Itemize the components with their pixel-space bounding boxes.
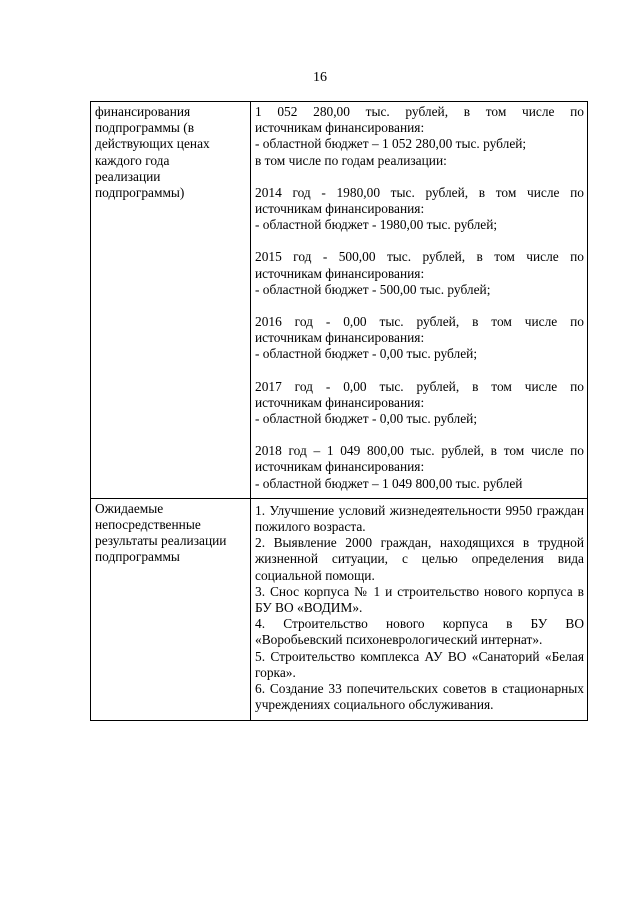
text-line: 1 052 280,00 тыс. рублей, в том числе по: [255, 104, 584, 119]
text-line: 2015 год - 500,00 тыс. рублей, в том числе по: [255, 249, 584, 265]
text-line: 2017 год - 0,00 тыс. рублей, в том числе по: [255, 378, 584, 394]
label-line: подпрограммы): [95, 185, 185, 201]
financing-total: [255, 104, 584, 169]
text-line: 2014 год - 1980,00 тыс. рублей, в том числе по: [255, 184, 584, 200]
label-line: непосредственные: [95, 517, 201, 533]
result-item: 1. Улучшение условий жизнедеятельности 9950 граждан пожилого возраста.: [255, 502, 584, 535]
row-label-results: [91, 498, 251, 720]
page-number: 16: [313, 70, 327, 85]
label-line: реализации: [95, 168, 161, 184]
financing-content: [251, 102, 588, 499]
label-line: подпрограммы: [95, 549, 180, 565]
financing-year-2018: [255, 443, 584, 492]
text-line: 2016 год - 0,00 тыс. рублей, в том числе по: [255, 314, 584, 330]
text-line: источникам финансирования:: [255, 265, 425, 281]
label-line: результаты реализации: [95, 533, 227, 549]
text-line: в том числе по годам реализации:: [255, 152, 447, 168]
table-row-results: [91, 498, 588, 720]
result-item: 2. Выявление 2000 граждан, находящихся в трудной жизненной ситуации, с целью определения вида социальной помощи.: [255, 535, 584, 583]
table-row-financing: [91, 102, 588, 499]
text-line: источникам финансирования:: [255, 120, 425, 136]
result-item: 6. Создание 33 попечительских советов в стационарных учреждениях социального обслуживания.: [255, 681, 584, 713]
financing-year-2015: [255, 249, 584, 298]
text-line: - областной бюджет - 1980,00 тыс. рублей;: [255, 217, 498, 233]
text-line: источникам финансирования:: [255, 330, 425, 346]
financing-year-2017: [255, 379, 584, 428]
text-line: источникам финансирования:: [255, 201, 425, 217]
text-line: - областной бюджет – 1 052 280,00 тыс. рублей;: [255, 136, 527, 152]
text-line: источникам финансирования:: [255, 394, 425, 410]
financing-year-2016: [255, 314, 584, 363]
text-line: 2018 год – 1 049 800,00 тыс. рублей, в том числе по: [255, 443, 584, 459]
label-line: действующих ценах: [95, 136, 210, 152]
row-label-financing: [91, 102, 251, 499]
text-line: источникам финансирования:: [255, 459, 425, 475]
text-line: - областной бюджет - 0,00 тыс. рублей;: [255, 346, 478, 362]
text-line: - областной бюджет - 500,00 тыс. рублей;: [255, 281, 491, 297]
text-line: - областной бюджет - 0,00 тыс. рублей;: [255, 411, 478, 427]
label-line: подпрограммы (в: [95, 120, 195, 136]
result-item: 3. Снос корпуса № 1 и строительство нового корпуса в БУ ВО «ВОДИМ».: [255, 583, 584, 616]
label-line: финансирования: [95, 104, 191, 119]
financing-year-2014: [255, 185, 584, 234]
result-item: 5. Строительство комплекса АУ ВО «Санаторий «Белая горка».: [255, 648, 584, 680]
text-line: - областной бюджет – 1 049 800,00 тыс. рублей: [255, 475, 523, 491]
passport-table: [90, 101, 588, 721]
result-item: 4. Строительство нового корпуса в БУ ВО «Воробьевский психоневрологический интернат».: [255, 616, 584, 648]
results-content: [251, 498, 588, 720]
label-line: Ожидаемые: [95, 500, 164, 516]
label-line: каждого года: [95, 152, 170, 168]
